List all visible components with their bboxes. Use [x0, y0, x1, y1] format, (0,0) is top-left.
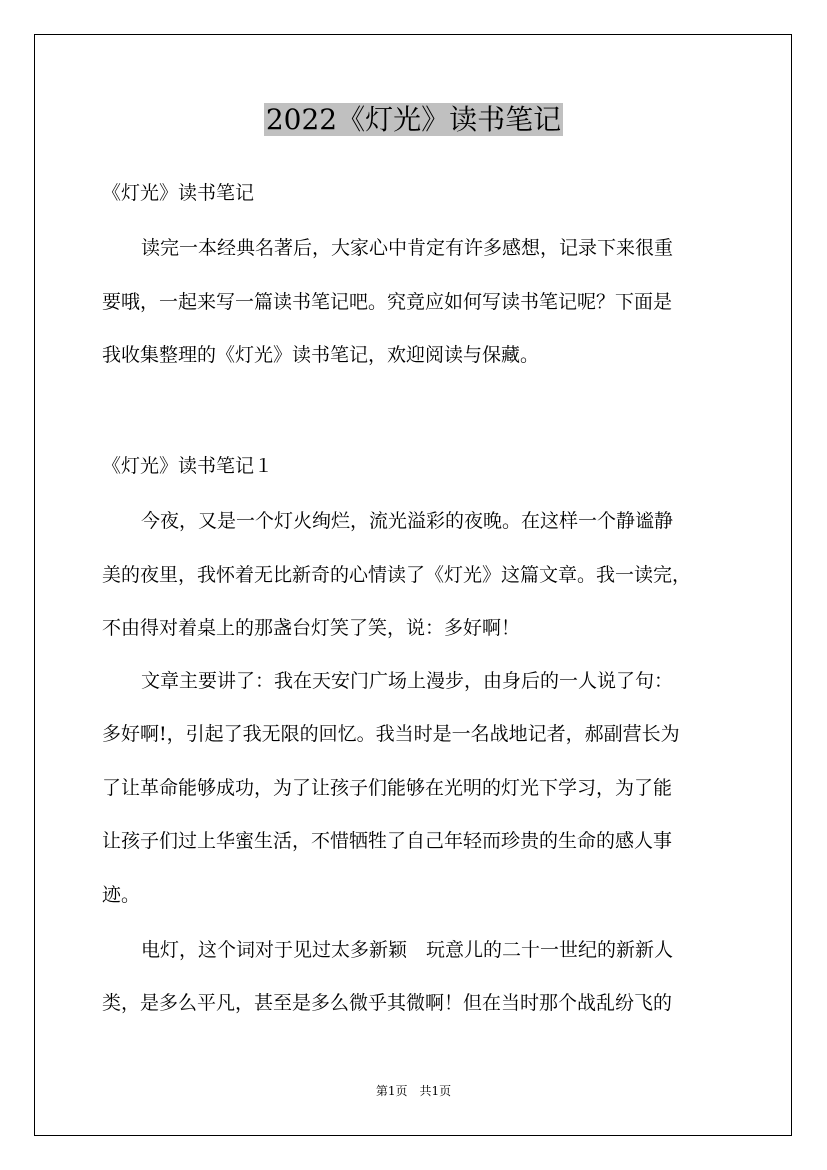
paragraph3-line-1: 电灯，这个词对于见过太多新颖 玩意儿的二十一世纪的新新人 [141, 939, 674, 961]
paragraph2-line-5: 迹。 [102, 884, 141, 906]
paragraph2-line-4: 让孩子们过上华蜜生活，不惜牺牲了自己年轻而珍贵的生命的感人事 [102, 830, 673, 852]
paragraph1-line-1: 今夜，又是一个灯火绚烂，流光溢彩的夜晚。在这样一个静谧静 [141, 510, 674, 532]
page-footer: 第1页 共1页 [375, 1084, 452, 1098]
intro-line-1: 读完一本经典名著后，大家心中肯定有许多感想，记录下来很重 [141, 237, 674, 259]
paragraph2-line-2: 多好啊!，引起了我无限的回忆。我当时是一名战地记者，郝副营长为 [102, 723, 680, 745]
document-title [0, 100, 827, 140]
paragraph1-line-3: 不由得对着桌上的那盏台灯笑了笑，说：多好啊！ [102, 617, 521, 639]
section-heading: 《灯光》读书笔记１ [102, 455, 274, 477]
paragraph2-line-1: 文章主要讲了：我在天安门广场上漫步，由身后的一人说了句： [141, 670, 674, 692]
paragraph3-line-2: 类，是多么平凡，甚至是多么微乎其微啊！但在当时那个战乱纷飞的 [102, 992, 673, 1014]
paragraph2-line-3: 了让革命能够成功，为了让孩子们能够在光明的灯光下学习，为了能 [102, 777, 673, 799]
document-title-text: 2022《灯光》读书笔记 [265, 103, 562, 136]
intro-line-2: 要哦，一起来写一篇读书笔记吧。究竟应如何写读书笔记呢？下面是 [102, 291, 673, 313]
intro-line-3: 我收集整理的《灯光》读书笔记，欢迎阅读与保藏。 [102, 344, 540, 366]
subtitle: 《灯光》读书笔记 [102, 182, 255, 204]
paragraph1-line-2: 美的夜里，我怀着无比新奇的心情读了《灯光》这篇文章。我一读完， [102, 564, 692, 586]
